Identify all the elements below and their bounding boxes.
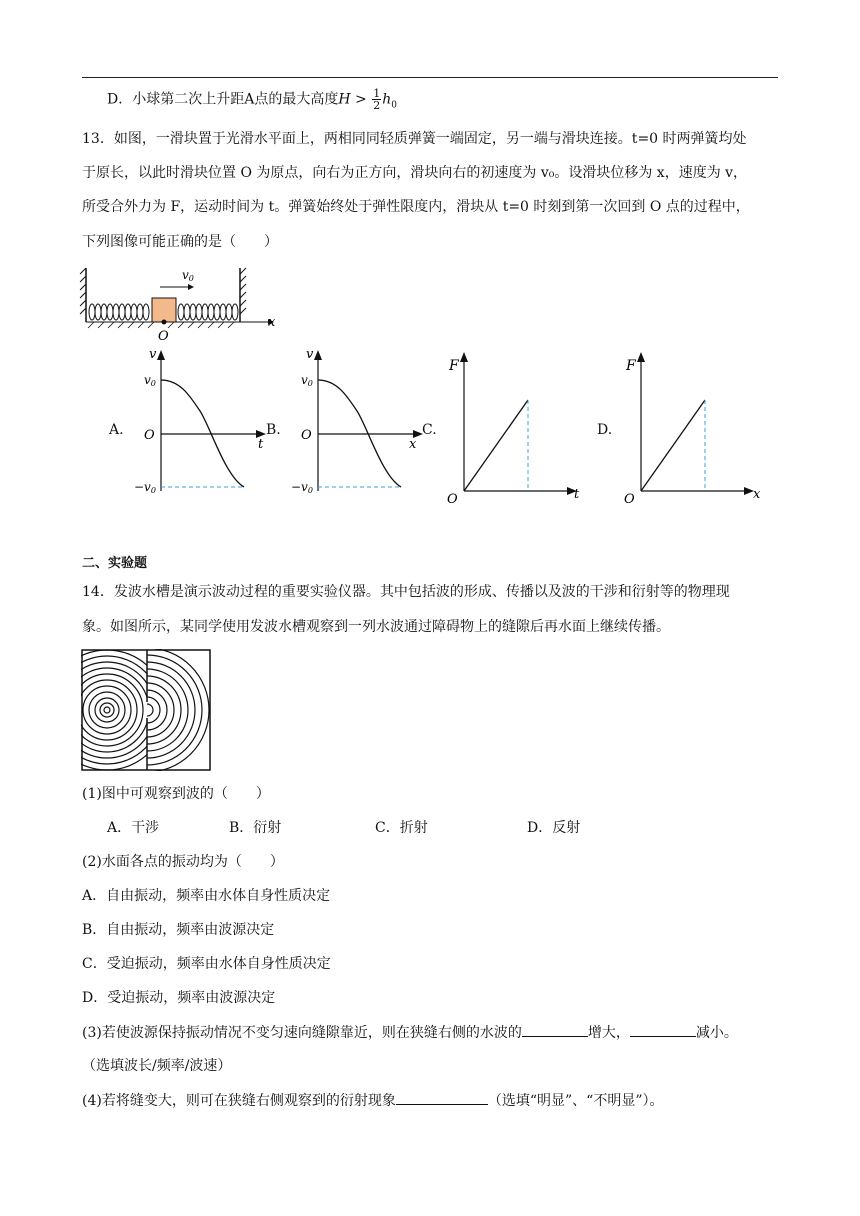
graph-d-line: [641, 400, 705, 491]
graph-d-f-x: [622, 346, 772, 506]
graph-c-line: [464, 400, 528, 491]
sub4-text-b: （选填“明显”、“不明显”）。: [487, 1093, 664, 1109]
graph-b-v-x: [291, 346, 432, 506]
ripple-tank-figure: [81, 649, 211, 771]
q14-sub2: (2)水面各点的振动均为（ ）: [82, 854, 284, 870]
option-c-label: C.: [422, 422, 437, 438]
q13-line-1: 13．如图，一滑块置于光滑水平面上，两相同同轻质弹簧一端固定，另一端与滑块连接。t=0 时两弹簧均处: [82, 131, 747, 147]
top-rule: [82, 77, 778, 78]
sub3-text-a: (3)若使波源保持振动情况不变匀速向缝隙靠近，则在狭缝右侧的水波的: [82, 1025, 522, 1041]
graph-b-x-label: x: [409, 437, 417, 452]
graph-a-x-label: t: [258, 437, 264, 452]
q14-sub3-note: （选填波长/频率/波速）: [82, 1058, 232, 1074]
graph-d-origin: O: [624, 492, 635, 507]
q13-line-3: 所受合外力为 F，运动时间为 t。弹簧始终处于弹性限度内，滑块从 t=0 时刻到第一次回到 O 点的过程中，: [82, 199, 750, 215]
slider-block: [152, 298, 176, 322]
graph-a-origin: O: [144, 428, 155, 443]
graph-c-origin: O: [447, 492, 458, 507]
sub3-blank-2[interactable]: [630, 1022, 696, 1037]
x-axis-label: x: [268, 315, 276, 330]
graph-a-v-t: [134, 346, 275, 506]
q12-d-gt: >: [350, 91, 372, 108]
velocity-label: v0: [182, 268, 194, 283]
option-d-label: D.: [597, 422, 613, 438]
graph-c-f-t: [445, 346, 585, 506]
sub2-option-b[interactable]: B．自由振动，频率由波源决定: [82, 922, 275, 938]
sub3-blank-1[interactable]: [522, 1022, 588, 1037]
fraction-denominator: 2: [373, 99, 381, 112]
q12-option-d: [107, 88, 807, 115]
sub3-text-c: 减小。: [695, 1025, 738, 1041]
sub2-option-c[interactable]: C．受迫振动，频率由水体自身性质决定: [82, 956, 331, 972]
graph-b-neg-v0: −v0: [291, 480, 313, 495]
fraction-one-half: [372, 88, 381, 111]
sub1-option-c[interactable]: C．折射: [375, 820, 428, 836]
graph-b-y-label: v: [306, 347, 314, 362]
q14-line-2: 象。如图所示，某同学使用发波水槽观察到一列水波通过障碍物上的缝隙后再水面上继续传播。: [82, 619, 670, 635]
sub1-option-d[interactable]: D．反射: [527, 820, 581, 836]
sub2-option-a[interactable]: A．自由振动，频率由水体自身性质决定: [82, 888, 331, 904]
graph-a-neg-v0: −v0: [134, 480, 156, 495]
graph-b-v0: v0: [301, 373, 313, 388]
q13-line-4: 下列图像可能正确的是（ ）: [82, 234, 278, 250]
option-a-label: A.: [109, 422, 124, 438]
origin-label: O: [158, 329, 169, 344]
spring-slider-figure: [80, 262, 280, 342]
graph-d-y-label: F: [626, 358, 636, 374]
q12-d-text: D．小球第二次上升距A点的最大高度: [107, 91, 339, 108]
graph-a-y-label: v: [149, 347, 157, 362]
sub3-text-b: 增大，: [587, 1025, 630, 1041]
q14-sub3: [82, 1022, 782, 1043]
graph-c-x-label: t: [574, 487, 580, 502]
q14-sub1-options: [107, 818, 807, 838]
sub1-option-a[interactable]: A．干涉: [107, 820, 160, 836]
q12-d-h-sub: 0: [391, 100, 397, 111]
q14-sub4: [82, 1090, 782, 1111]
q12-d-var-h: H: [338, 91, 351, 108]
sub1-option-b[interactable]: B．衍射: [229, 820, 282, 836]
fraction-numerator: 1: [373, 87, 381, 100]
q12-d-h: h: [382, 91, 392, 108]
q14-line-1: 14．发波水槽是演示波动过程的重要实验仪器。其中包括波的形成、传播以及波的干涉和衍射等的物理现: [82, 584, 730, 600]
sub2-option-d[interactable]: D．受迫振动，频率由波源决定: [82, 990, 276, 1006]
graph-a-v0: v0: [144, 373, 156, 388]
q13-line-2: 于原长，以此时滑块位置 O 为原点，向右为正方向，滑块向右的初速度为 v₀。设滑块位移为 x，速度为 v，: [82, 165, 748, 181]
q14-sub1: (1)图中可观察到波的（ ）: [82, 786, 270, 802]
graph-c-y-label: F: [449, 358, 459, 374]
graph-d-x-label: x: [753, 487, 761, 502]
graph-b-origin: O: [301, 428, 312, 443]
option-b-label: B.: [266, 422, 281, 438]
section-title: 二、实验题: [82, 556, 148, 571]
sub4-blank[interactable]: [396, 1090, 488, 1105]
sub4-text-a: (4)若将缝变大，则可在狭缝右侧观察到的衍射现象: [82, 1093, 396, 1109]
